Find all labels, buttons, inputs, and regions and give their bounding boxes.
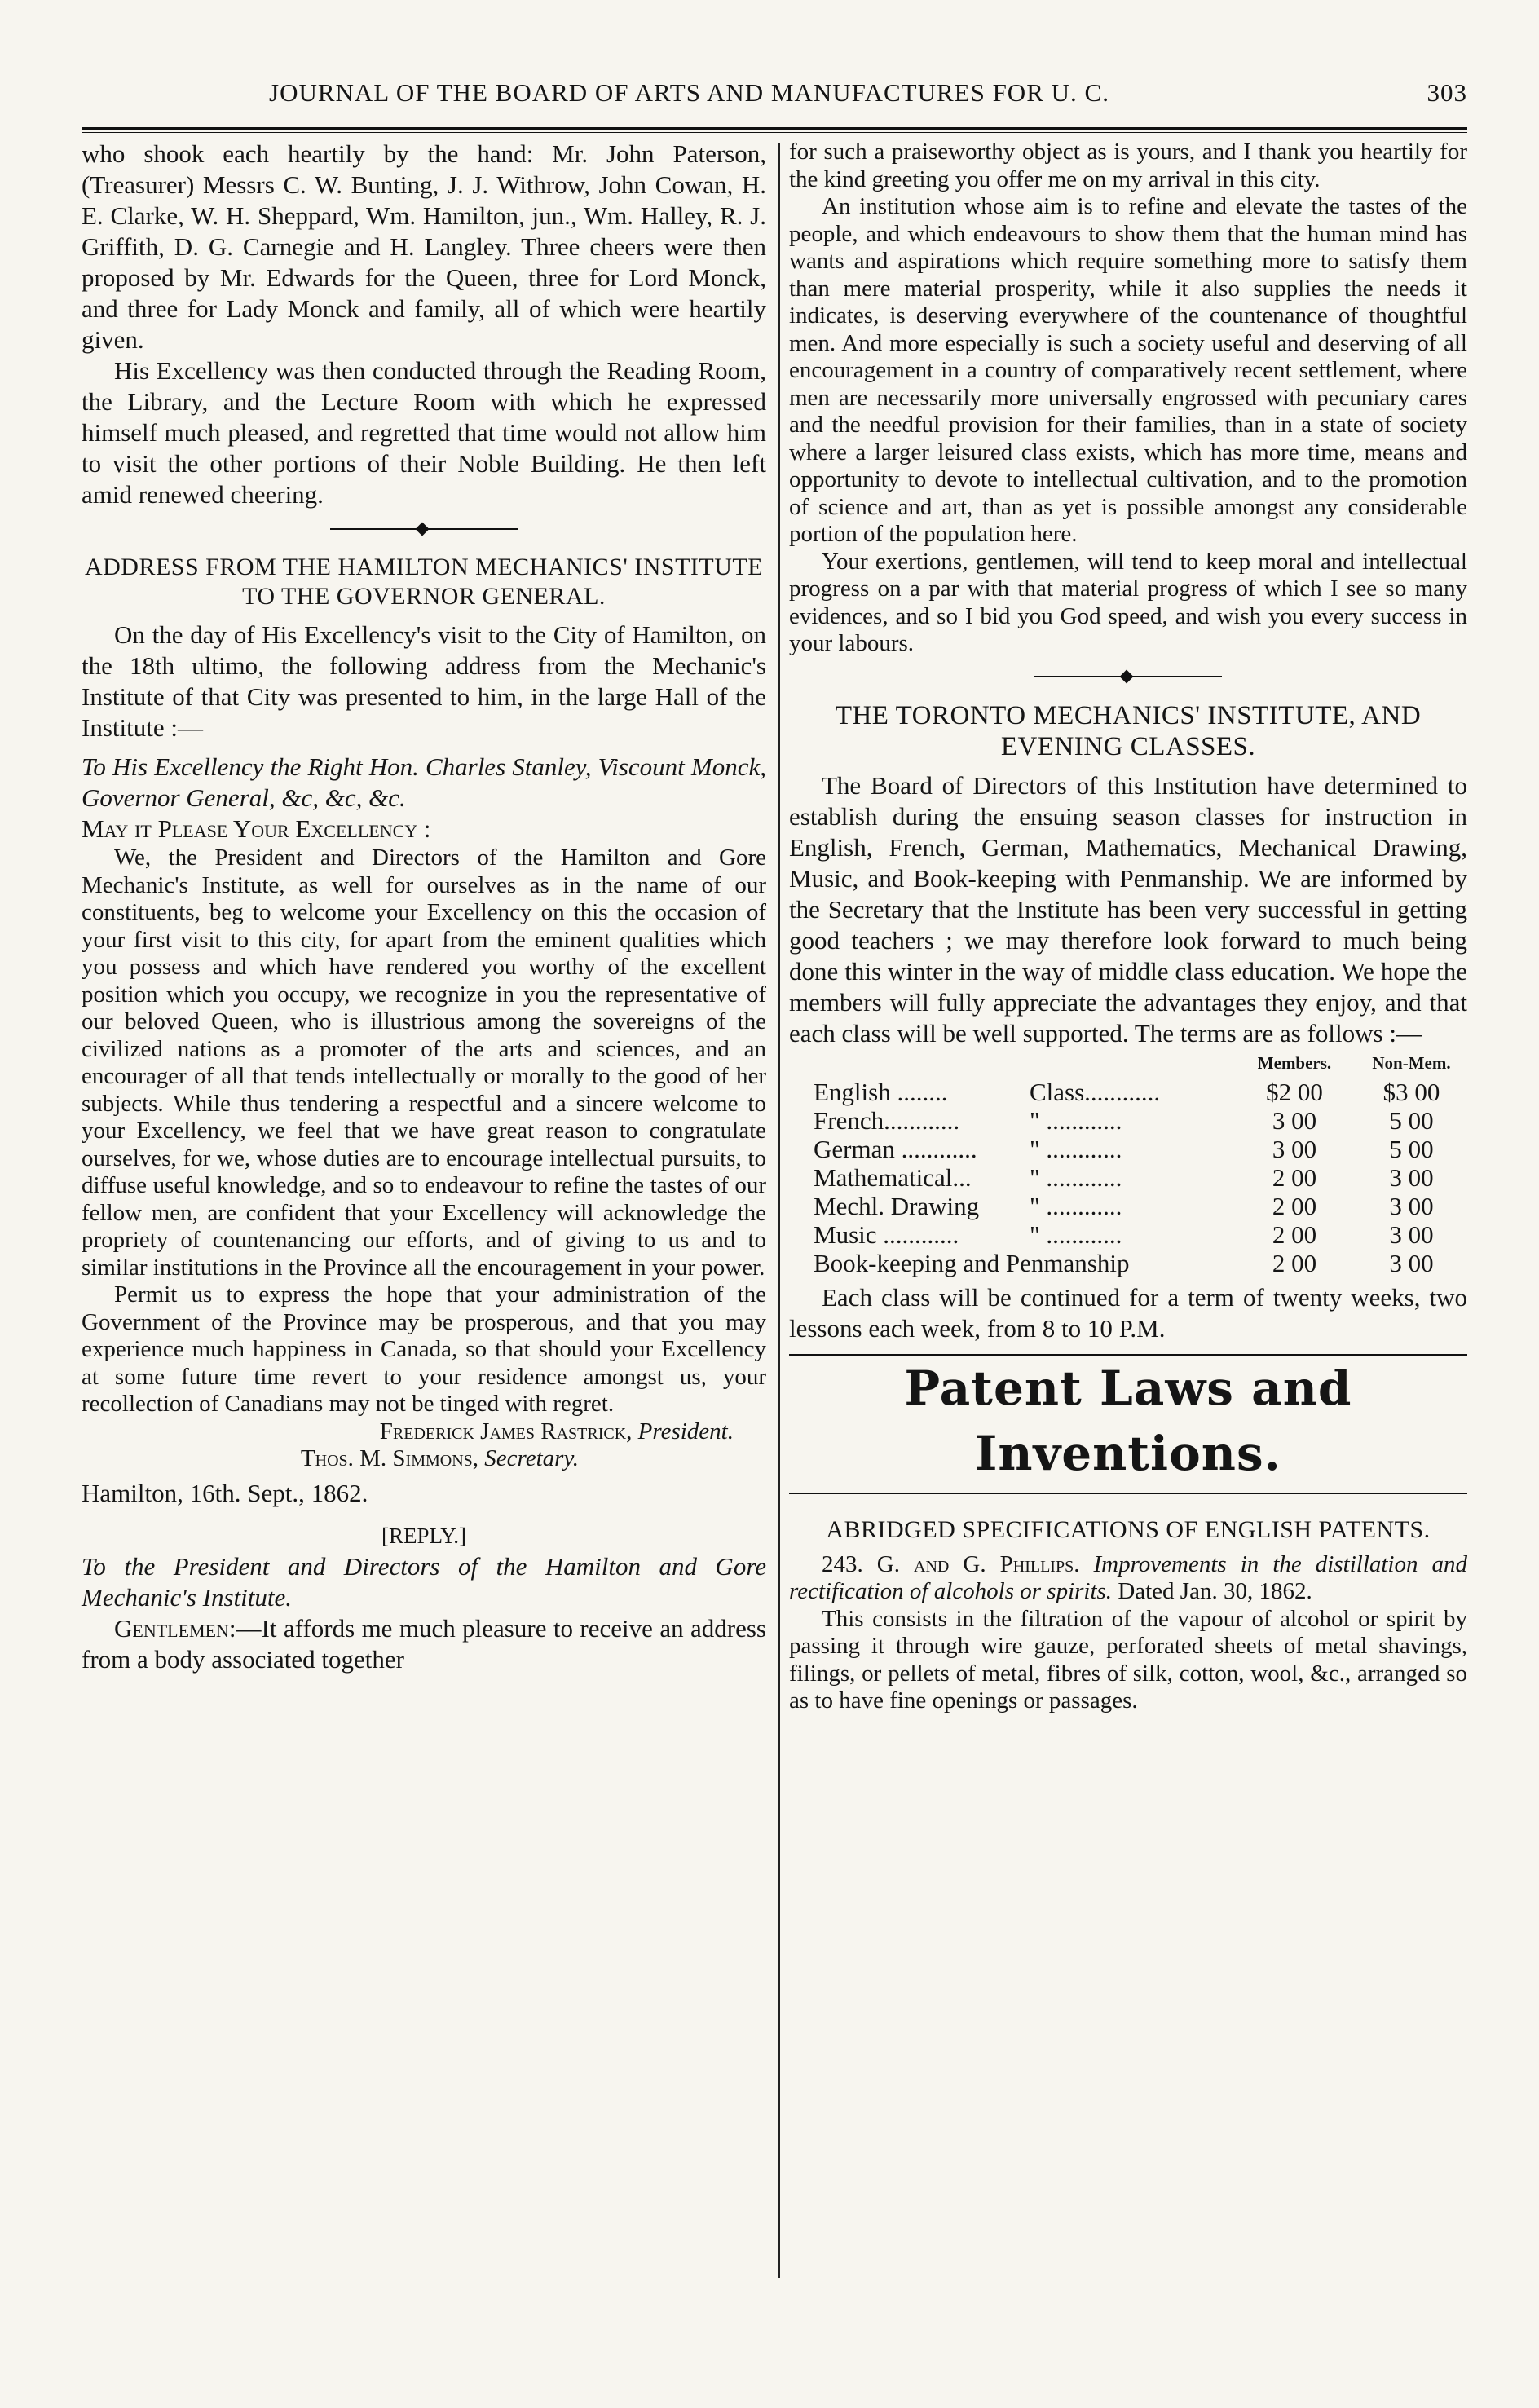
- paragraph: The Board of Directors of this Institution have determined to establish during the ensuing season classes for instruction in English, French, German, Mathematics, Mechanical Drawing, Music, and Book-keeping with Penmanship. We are informed by the Secretary that the Institute has been very successful in getting good teachers ; we may therefore look forward to much being done this winter in the way of middle class education. We hope the members will fully appreciate the advantages they enjoy, and that each class will be well supported. The terms are as follows :—: [789, 770, 1467, 1047]
- reply-body: [82, 1613, 766, 1675]
- ditto-cell: " ............: [1030, 1219, 1122, 1249]
- column-divider: [778, 143, 780, 2278]
- non-members-fee-cell: 3 00: [1389, 1162, 1434, 1192]
- table-row: [789, 1163, 1467, 1192]
- paragraph: who shook each heartily by the hand: Mr. John Paterson, (Treasurer) Messrs C. W. Bunting, J. J. Withrow, John Cowan, H. E. Clarke, W. H. Sheppard, Wm. Hamilton, jun., Wm. Halley, R. J. Griffith, D. G. Carnegie and H. Langley. Three cheers were then proposed by Mr. Edwards for the Queen, three for Lord Monck, and three for Lady Monck and family, all of which were heartily given.: [82, 139, 766, 354]
- dateline: Hamilton, 16th. Sept., 1862.: [82, 1478, 368, 1507]
- table-row: [789, 1192, 1467, 1220]
- patent-entry: [789, 1551, 1467, 1606]
- section-separator: [1034, 676, 1222, 677]
- paragraph: Each class will be continued for a term of twenty weeks, two lessons each week, from 8 to 10 P.M.: [789, 1282, 1467, 1343]
- table-row: [789, 1106, 1467, 1135]
- signature-president: [82, 1418, 766, 1446]
- ditto-cell: Class............: [1030, 1077, 1161, 1106]
- members-fee-cell: 2 00: [1272, 1248, 1317, 1277]
- reply-addressee: To the President and Directors of the Hamilton and Gore Mechanic's Institute.: [82, 1551, 766, 1612]
- members-fee-cell: 3 00: [1272, 1105, 1317, 1135]
- section-title: Patent Laws and Inventions.: [904, 1360, 1352, 1481]
- subject-cell: Mechl. Drawing: [814, 1191, 980, 1220]
- signatory-name: Frederick James Rastrick,: [379, 1418, 633, 1444]
- members-fee-cell: 2 00: [1272, 1162, 1317, 1192]
- terms-header-row: [789, 1049, 1467, 1078]
- patent-title: Improvements in the distillation and rectification of alcohols or spirits.: [789, 1550, 1468, 1604]
- terms-table: [789, 1049, 1467, 1277]
- table-row: [789, 1220, 1467, 1249]
- sub-heading: ABRIDGED SPECIFICATIONS OF ENGLISH PATENTS.: [826, 1515, 1431, 1543]
- column-header-non-members: Non-Mem.: [1372, 1052, 1451, 1073]
- subject-cell: Music ............: [814, 1219, 959, 1249]
- reply-salutation: Gentlemen:: [114, 1613, 236, 1643]
- non-members-fee-cell: 5 00: [1389, 1105, 1434, 1135]
- page-number: 303: [1427, 78, 1467, 107]
- column-header-members: Members.: [1257, 1052, 1332, 1073]
- signatory-name: Thos. M. Simmons,: [300, 1445, 479, 1471]
- non-members-fee-cell: $3 00: [1382, 1077, 1440, 1106]
- table-row: [789, 1135, 1467, 1163]
- patent-number: 243.: [822, 1550, 863, 1577]
- signatory-role: President.: [637, 1418, 734, 1444]
- patent-description: This consists in the filtration of the vapour of alcohol or spirit by passing it through wire gauze, perforated sheets of metal shavings, filings, or pellets of metal, fibres of silk, cotton, wool, &c., arranged so as to have fine openings or passages.: [789, 1605, 1467, 1713]
- table-row: [789, 1249, 1467, 1277]
- non-members-fee-cell: 3 00: [1389, 1219, 1434, 1249]
- ditto-cell: " ............: [1030, 1134, 1122, 1163]
- signature-secretary: [82, 1445, 766, 1473]
- members-fee-cell: 2 00: [1272, 1191, 1317, 1220]
- subject-cell: French............: [814, 1105, 960, 1135]
- patent-names: G. and G. Phillips.: [876, 1550, 1080, 1577]
- address-body: Permit us to express the hope that your administration of the Government of the Province may be prosperous, and that you may experience much happiness in Canada, so that should your Excellency at some future time revert to your residence amongst us, your recollection of Canadians may not be tinged with regret.: [82, 1281, 766, 1417]
- ditto-cell: " ............: [1030, 1105, 1122, 1135]
- non-members-fee-cell: 5 00: [1389, 1134, 1434, 1163]
- paragraph: for such a praiseworthy object as is yours, and I thank you heartily for the kind greeting you offer me on my arrival in this city.: [789, 139, 1467, 192]
- table-row: [789, 1078, 1467, 1106]
- non-members-fee-cell: 3 00: [1389, 1248, 1434, 1277]
- article-heading: ADDRESS FROM THE HAMILTON MECHANICS' INSTITUTE TO THE GOVERNOR GENERAL.: [84, 553, 764, 610]
- paragraph: His Excellency was then conducted through the Reading Room, the Library, and the Lecture Room with which he expressed himself much pleased, and regretted that time would not allow him to visit the other portions of their Noble Building. He then left amid renewed cheering.: [82, 356, 766, 509]
- address-salutation: To His Excellency the Right Hon. Charles Stanley, Viscount Monck, Governor General, &c, &c, &c.: [82, 752, 766, 812]
- paragraph: On the day of His Excellency's visit to the City of Hamilton, on the 18th ultimo, the following address from the Mechanic's Institute of that City was presented to him, in the large Hall of the Institute :—: [82, 620, 766, 742]
- address-body: We, the President and Directors of the Hamilton and Gore Mechanic's Institute, as well for ourselves as in the name of our constituents, beg to welcome your Excellency on this the occasion of your first visit to this city, for apart from the eminent qualities which you possess and which have rendered you worthy of the excellent position which you occupy, we recognize in you the representative of our beloved Queen, who is illustrious among the sovereigns of the civilized nations as a promoter of the arts and sciences, and an encourager of all that tends intellectually or morally to the good of her subjects. While thus tendering a respectful and a sincere welcome to your Excellency, we feel that we have great reason to congratulate ourselves, for we, whose duties are to encourage intellectual pursuits, to diffuse useful knowledge, and so to endeavour to refine the tastes of our fellow men, are confident that your Excellency will acknowledge the propriety of countenancing our efforts, and of giving to us and to similar institutions in the Province all the encouragement in your power.: [82, 845, 766, 1281]
- left-column: [82, 139, 766, 1675]
- journal-title: JOURNAL OF THE BOARD OF ARTS AND MANUFACTURES FOR U. C.: [269, 78, 1109, 107]
- subject-cell: Book-keeping and Penmanship: [814, 1248, 1130, 1277]
- header-rule-thin: [82, 132, 1467, 133]
- reply-label: [REPLY.]: [381, 1523, 467, 1548]
- ditto-cell: " ............: [1030, 1191, 1122, 1220]
- subject-cell: English ........: [814, 1077, 948, 1106]
- subject-cell: Mathematical...: [814, 1162, 972, 1192]
- signatory-role: Secretary.: [484, 1445, 579, 1471]
- right-column: [789, 139, 1467, 1715]
- members-fee-cell: $2 00: [1266, 1077, 1323, 1106]
- patent-date: Dated Jan. 30, 1862.: [1118, 1578, 1312, 1604]
- members-fee-cell: 3 00: [1272, 1134, 1317, 1163]
- members-fee-cell: 2 00: [1272, 1219, 1317, 1249]
- non-members-fee-cell: 3 00: [1389, 1191, 1434, 1220]
- section-rule: [789, 1493, 1467, 1494]
- address-opening: May it Please Your Excellency :: [82, 814, 431, 843]
- page-header: [82, 78, 1467, 119]
- header-rule: [82, 127, 1467, 130]
- section-separator: [330, 528, 518, 530]
- article-heading: THE TORONTO MECHANICS' INSTITUTE, AND EVENING CLASSES.: [835, 700, 1422, 761]
- subject-cell: German ............: [814, 1134, 977, 1163]
- paragraph: Your exertions, gentlemen, will tend to keep moral and intellectual progress on a par with that material progress of which I see so many evidences, and so I bid you God speed, and wish you every success in your labours.: [789, 548, 1467, 656]
- ditto-cell: " ............: [1030, 1162, 1122, 1192]
- paragraph: An institution whose aim is to refine and elevate the tastes of the people, and which endeavours to show them that the human mind has wants and aspirations which require something more to satisfy them than mere material prosperity, while it also supplies the needs it indicates, is deserving everywhere of the countenance of thoughtful men. And more especially is such a society useful and deserving of all encouragement in a country of comparatively recent settlement, where men are necessarily more universally engrossed with pecuniary cares and the needful provision for their families, than in a state of society where a larger leisured class exists, which has more time, means and opportunity to devote to intellectual cultivation, and to the promotion of science and art, than as yet is possible amongst any considerable portion of the population here.: [789, 193, 1467, 547]
- reply-text: —It affords me much pleasure to receive an address from a body associated together: [82, 1613, 766, 1674]
